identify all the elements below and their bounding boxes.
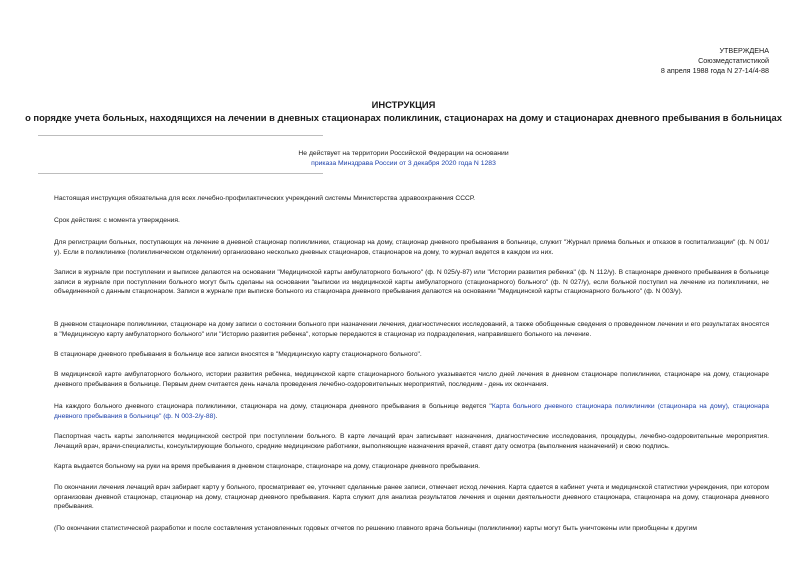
paragraph-8-text: На каждого больного дневного стационара поликлиники, стационара на дому, стационара дневного пребывания в больнице ведется "	[54, 403, 492, 410]
document-title	[0, 99, 807, 124]
paragraph-2: Срок действия: с момента утверждения.	[54, 217, 180, 224]
paragraph-12: (По окончании статистической разработки и после составления установленных годовых отчетов по решению главного врача больницы (поликлиники) карты могут быть уничтожены или приобщены к другим	[54, 525, 697, 532]
notice-text: Не действует на территории Российской Федерации на основании	[298, 150, 509, 157]
approving-authority: Союзмедстатистикой	[698, 56, 769, 65]
paragraph-9: Паспортная часть карты заполняется медицинской сестрой при поступлении больного. В карте лечащий врач записывает назначения, диагностические исследования, процедуры, лечебно-оздоровительные мероприятия. Лечащий врач, врачи-специалисты, консультирующие больного, средние медицинские работники, выполняющие назначения врачей, ставят дату осмотра (выполнения назначений) и свою подпись.	[54, 433, 769, 450]
approval-stamp	[661, 46, 769, 76]
paragraph-10: Карта выдается больному на руки на время пребывания в дневном стационаре, стационаре на дому, стационаре дневного пребывания.	[54, 463, 480, 470]
approved-label: УТВЕРЖДЕНА	[719, 46, 769, 55]
paragraph-5: В дневном стационаре поликлиники, стационаре на дому записи о состоянии больного при назначении лечения, диагностических исследований, а также обобщенные сведения о проведенном лечении и его результатах вносятся в "Медицинскую карту амбулаторного больного" или "Историю развития ребенка", которые передаются в стационар из подразделения, направившего больного на лечение.	[54, 321, 769, 338]
paragraph-4: Записи в журнале при поступлении и выписке делаются на основании "Медицинской карты амбулаторного больного" (ф. N 025/у-87) или "Истории развития ребенка" (ф. N 112/у). В стационаре дневного пребывания в больнице записи в журнале при поступлении больного могут быть сделаны на основании "выписки из медицинской карты амбулаторного (стационарного) больного" (ф. N 027/у), если больной поступил на лечение из поликлиники, не объединенной с данным стационаром. Записи в журнале при выписке больного из стационара дневного пребывания делаются на основании "Медицинской карты стационарного больного" (ф. N 003/у).	[54, 269, 769, 296]
paragraph-8	[54, 402, 769, 421]
title-subheading: о порядке учета больных, находящихся на лечении в дневных стационарах поликлиник, стационарах на дому и стационарах дневного пребывания в больницах	[25, 111, 782, 123]
paragraph-6: В стационаре дневного пребывания в больнице все записи вносятся в "Медицинскую карту стационарного больного".	[54, 351, 422, 358]
divider-top	[38, 135, 323, 136]
paragraph-1: Настоящая инструкция обязательна для всех лечебно-профилактических учреждений системы Министерства здравоохранения СССР.	[54, 195, 475, 202]
notice-link[interactable]: приказа Минздрава России от 3 декабря 2020 года N 1283	[311, 159, 496, 167]
paragraph-8-end: .	[215, 412, 218, 420]
divider-bottom	[38, 173, 323, 174]
form-link[interactable]: Карта больного дневного стационара поликлиники (стационара на дому), стационара дневного пребывания в больнице" (ф. N 003-2/у-88)	[54, 403, 770, 420]
validity-notice	[0, 149, 807, 168]
paragraph-7: В медицинской карте амбулаторного больного, истории развития ребенка, медицинской карте стационарного больного указывается число дней лечения в дневном стационаре поликлиники, стационаре на дому, стационаре дневного пребывания в больнице. Первым днем считается день начала проведения лечебно-оздоровительных мероприятий, последним - день их окончания.	[54, 371, 769, 388]
paragraph-3: Для регистрации больных, поступающих на лечение в дневной стационар поликлиники, стационар на дому, стационар дневного пребывания в больнице, служит "Журнал приема больных и отказов в госпитализации" (ф. N 001/у). Если в поликлинике (поликлиническом отделении) организовано несколько дневных стационаров, стационаров на дому, то журнал ведется в каждом из них.	[54, 239, 769, 256]
paragraph-11: По окончании лечения лечащий врач забирает карту у больного, просматривает ее, уточняет сделанные ранее записи, отмечает исход лечения. Карта сдается в кабинет учета и медицинской статистики учреждения, при котором организован дневной стационар, стационар на дому, стационар дневного пребывания. Карта служит для анализа результатов лечения и оценки деятельности дневного стационара, стационара на дому, стационара дневного пребывания.	[54, 484, 769, 511]
approval-date: 8 апреля 1988 года N 27-14/4-88	[660, 66, 769, 75]
title-heading: ИНСТРУКЦИЯ	[371, 99, 436, 110]
